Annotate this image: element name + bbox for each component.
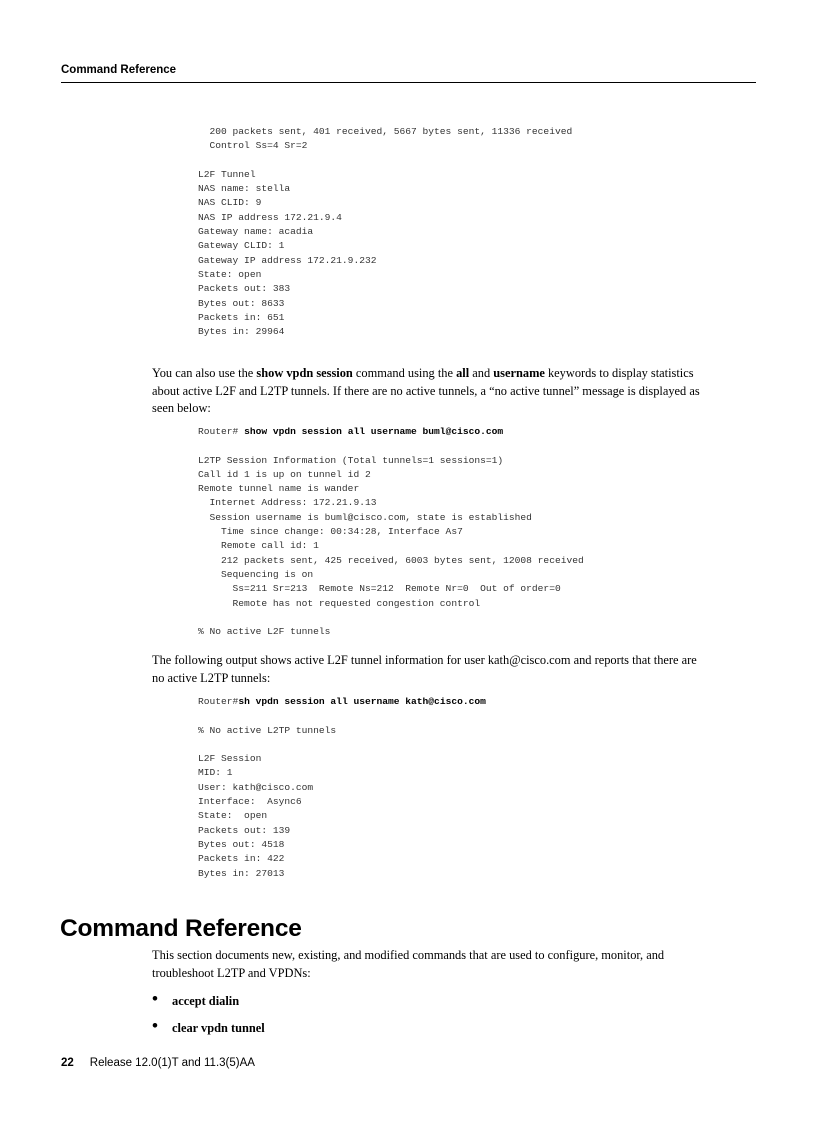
command-list bbox=[152, 992, 265, 1046]
code-prompt: Router# bbox=[198, 696, 239, 707]
code-output: % No active L2TP tunnels L2F Session MID: 1 User: kath@cisco.com Interface: Async6 State: open Packets out: 139 Bytes out: 4518 Packets in: 422 Bytes in: 27013 bbox=[198, 724, 337, 879]
code-prompt: Router# bbox=[198, 426, 245, 437]
paragraph-show-vpdn-session: You can also use the show vpdn session command using the all and username keywords to display statistics about active L2F and L2TP tunnels. If there are no active tunnels, a “no active tunnel” message is displayed as seen below: bbox=[152, 366, 700, 415]
code-output: L2TP Session Information (Total tunnels=1 sessions=1) Call id 1 is up on tunnel id 2 Remote tunnel name is wander Internet Address: 172.21.9.13 Session username is buml@cisco.com, state is established Time since change: 00:34:28, Interface As7 Remote call id: 1 212 packets sent, 425 received, 6003 bytes sent, 12008 received Sequencing is on Ss=211 Sr=213 Remote Ns=212 Remote Nr=0 Out of order=0 Remote has not requested congestion control % No active L2F tunnels bbox=[198, 454, 584, 638]
release-label: Release 12.0(1)T and 11.3(5)AA bbox=[89, 1057, 255, 1069]
code-command: sh vpdn session all username kath@cisco.com bbox=[238, 696, 486, 707]
page-number: 22 bbox=[61, 1057, 74, 1069]
page-footer bbox=[61, 1057, 255, 1069]
code-block-session-all-kath bbox=[198, 695, 486, 881]
section-intro: This section documents new, existing, and modified commands that are used to configure, monitor, and troubleshoot L2TP and VPDNs: bbox=[152, 948, 665, 980]
header-rule bbox=[61, 82, 756, 83]
running-header: Command Reference bbox=[61, 64, 177, 76]
code-command: show vpdn session all username buml@cisco.com bbox=[244, 426, 504, 437]
paragraph-kath-output: The following output shows active L2F tunnel information for user kath@cisco.com and reports that there are no active L2TP tunnels: bbox=[152, 653, 697, 685]
code-block-tunnel-stats: 200 packets sent, 401 received, 5667 bytes sent, 11336 received Control Ss=4 Sr=2 L2F Tunnel NAS name: stella NAS CLID: 9 NAS IP address 172.21.9.4 Gateway name: acadia Gateway CLID: 1 Gateway IP address 172.21.9.232 State: open Packets out: 383 Bytes out: 8633 Packets in: 651 Bytes in: 29964 bbox=[198, 126, 573, 338]
command-list-item: • accept dialin bbox=[152, 992, 265, 1019]
code-block-session-all-buml bbox=[198, 425, 584, 639]
section-heading: Command Reference bbox=[60, 915, 302, 942]
command-list-item: • clear vpdn tunnel bbox=[152, 1019, 265, 1046]
